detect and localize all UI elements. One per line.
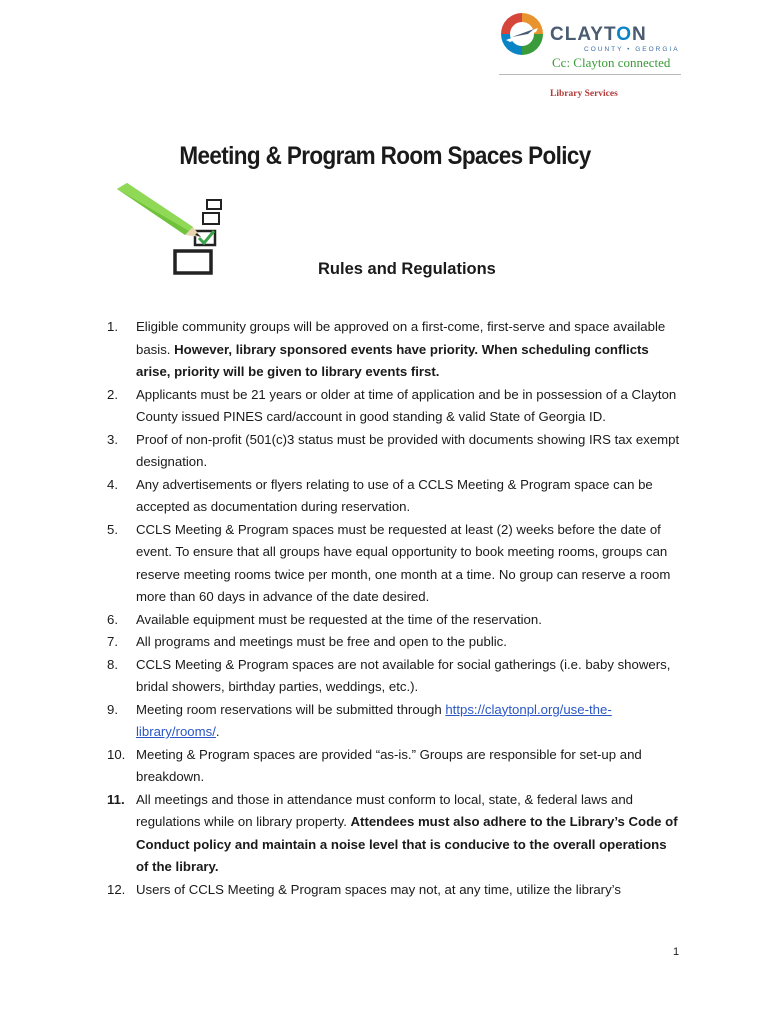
- list-item: [0, 744, 680, 789]
- item-number: 6.: [107, 611, 118, 627]
- list-item: [0, 609, 680, 632]
- page-number: 1: [673, 946, 680, 958]
- item-number: 3.: [107, 431, 118, 447]
- org-subtitle: COUNTY • GEORGIA: [584, 46, 680, 53]
- item-bold-text: Attendees must also adhere to the Library’s Code of Conduct policy and maintain a noise level that is conducive to the overall operations of the library.: [136, 814, 678, 874]
- item-number: 1.: [107, 319, 118, 334]
- item-text: Eligible community groups will be approved on a first-come, first-serve and space available basis.: [136, 319, 666, 357]
- item-text: Meeting room reservations will be submitted through: [136, 701, 446, 717]
- item-number: 12.: [107, 881, 126, 897]
- section-subtitle: Rules and Regulations: [318, 260, 496, 278]
- item-number: 8.: [107, 656, 118, 672]
- list-item: [0, 879, 680, 902]
- org-name: CLAYTON: [550, 24, 647, 45]
- item-text: Proof of non-profit (501(c)3 status must be provided with documents showing IRS tax exempt designation.: [136, 431, 680, 469]
- list-item: [0, 654, 680, 699]
- item-text: All programs and meetings must be free and open to the public.: [136, 634, 507, 649]
- page-title: Meeting & Program Room Spaces Policy: [179, 142, 591, 170]
- list-item: [0, 429, 680, 474]
- item-number: 2.: [107, 386, 118, 402]
- item-number: 4.: [107, 476, 118, 492]
- item-text: Applicants must be 21 years or older at time of application and be in possession of a Clayton County issued PINES card/account in good standing & valid State of Georgia ID.: [136, 386, 677, 424]
- item-text-suffix: .: [215, 724, 220, 739]
- item-text: Users of CCLS Meeting & Program spaces may not, at any time, utilize the library’s: [136, 881, 621, 897]
- item-number: 10.: [107, 746, 126, 762]
- department-label: Library Services: [550, 89, 618, 99]
- rules-list: [0, 316, 770, 901]
- clayton-logo: [496, 8, 686, 100]
- checklist-pencil-icon: [117, 183, 257, 288]
- item-text: Any advertisements or flyers relating to use of a CCLS Meeting & Program space can be accepted as documentation during reservation.: [136, 476, 653, 514]
- list-item: [0, 789, 680, 879]
- list-item: [0, 316, 680, 384]
- item-text: CCLS Meeting & Program spaces are not available for social gatherings (i.e. baby showers, bridal showers, birthday parties, weddings, etc.).: [136, 656, 671, 694]
- list-item: [0, 384, 680, 429]
- item-number: 7.: [107, 634, 118, 649]
- item-text: CCLS Meeting & Program spaces must be requested at least (2) weeks before the date of event. To ensure that all groups have equal opportunity to book meeting rooms, groups can reserve meeting rooms twice per month, one month at a time. No group can reserve a room more than 60 days in advance of the date desired.: [136, 521, 671, 604]
- list-item: [0, 699, 680, 744]
- list-item: [0, 631, 680, 654]
- rooms-reservation-link[interactable]: https://claytonpl.org/use-the-library/rooms/: [136, 701, 612, 739]
- list-item: [0, 474, 680, 519]
- item-number: 5.: [107, 521, 118, 537]
- header-divider: [499, 74, 681, 75]
- item-text: Meeting & Program spaces are provided “as-is.” Groups are responsible for set-up and breakdown.: [136, 746, 642, 784]
- item-text: Available equipment must be requested at the time of the reservation.: [136, 611, 542, 627]
- org-tagline: Cc: Clayton connected: [552, 55, 671, 70]
- list-item: [0, 519, 680, 609]
- clayton-emblem-icon: [498, 10, 546, 58]
- item-bold-text: However, library sponsored events have priority. When scheduling conflicts arise, priority will be given to library events first.: [136, 341, 649, 379]
- item-number: 11.: [107, 791, 125, 807]
- item-text: All meetings and those in attendance must conform to local, state, & federal laws and regulations while on library property.: [136, 791, 634, 829]
- item-number: 9.: [107, 701, 118, 717]
